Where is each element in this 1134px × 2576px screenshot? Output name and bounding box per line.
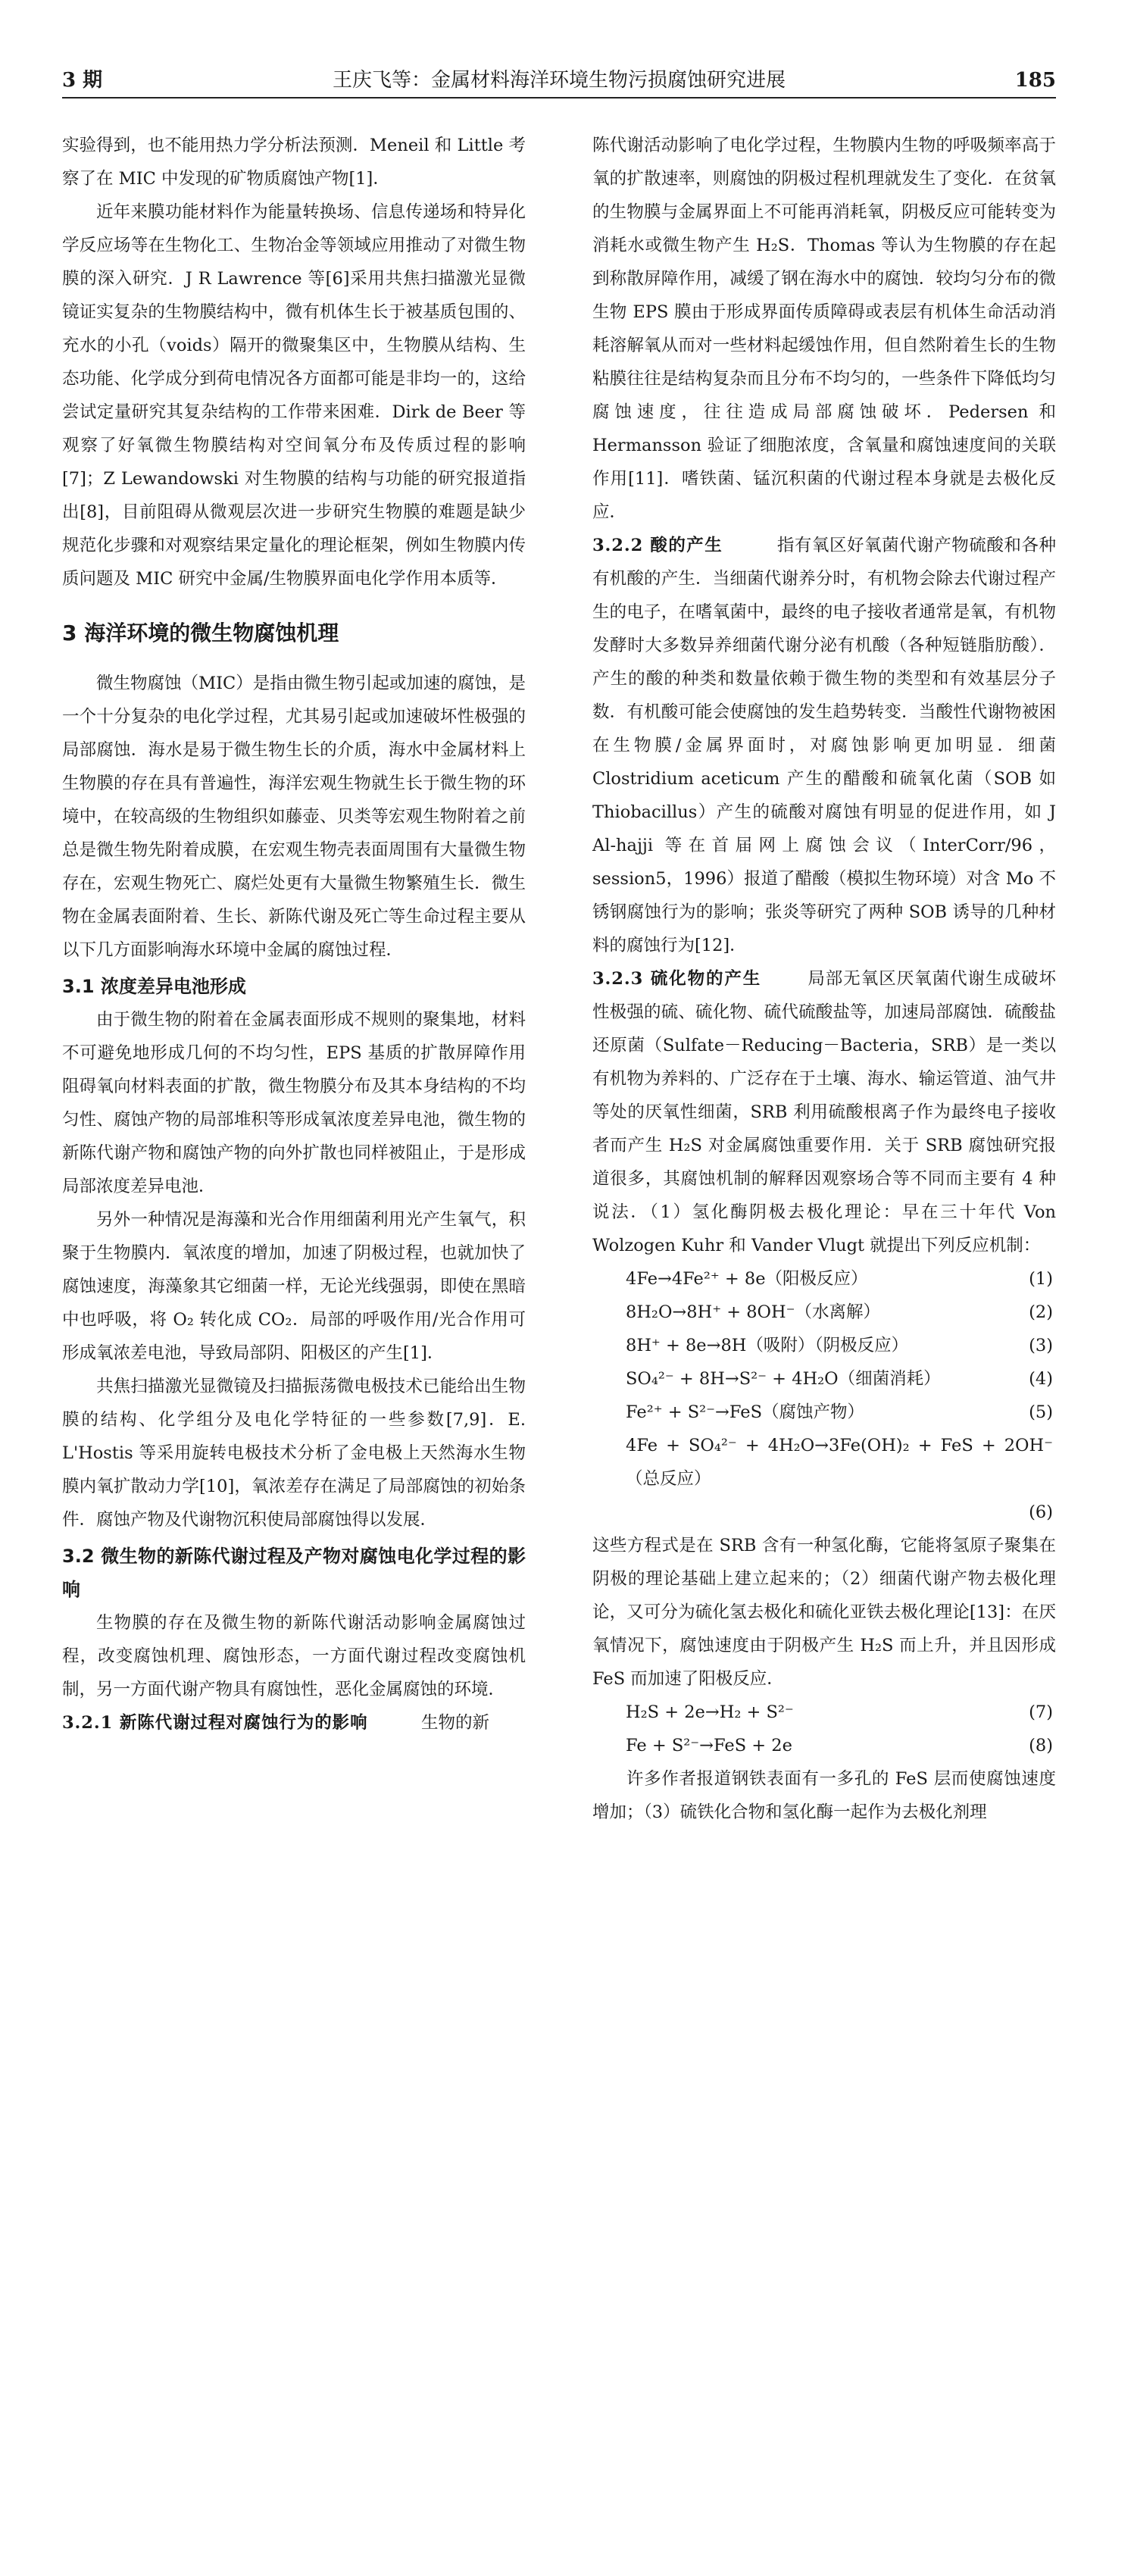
equation-text: 4Fe + SO₄²⁻ + 4H₂O→3Fe(OH)₂ + FeS + 2OH⁻（总反应）	[626, 1436, 1053, 1489]
paragraph-continued: 实验得到，也不能用热力学分析法预测．Meneil 和 Little 考察了在 MIC 中发现的矿物质腐蚀产物[1]．	[62, 136, 526, 189]
equation-text: 8H₂O→8H⁺ + 8OH⁻（水离解）	[626, 1302, 880, 1322]
equation-number: (5)	[1029, 1402, 1053, 1422]
equation	[592, 1329, 1056, 1362]
equation-text: 4Fe→4Fe²⁺ + 8e（阳极反应）	[626, 1269, 868, 1289]
issue-number: 3 期	[62, 69, 103, 92]
equation	[592, 1262, 1056, 1296]
paragraph-lawrence: 近年来膜功能材料作为能量转换场、信息传递场和特异化学反应场等在生物化工、生物冶金等领域应用推动了对微生物膜的深入研究．J R Lawrence 等[6]采用共焦扫描激光显微镜证实复杂的生物膜结构中，微有机体生长于被基质包围的、充水的小孔（voids）隔开的微聚集区中，生物膜从结构、生态功能、化学成分到荷电情况各方面都可能是非均一的，这给尝试定量研究其复杂结构的工作带来困难．Dirk de Beer 等观察了好氧微生物膜结构对空间氧分布及传质过程的影响[7]；Z Lewandowski 对生物膜的结构与功能的研究报道指出[8]，目前阻碍从微观层次进一步研究生物膜的难题是缺少规范化步骤和对观察结果定量化的理论框架，例如生物膜内传质问题及 MIC 研究中金属/生物膜界面电化学作用本质等．	[62, 202, 526, 589]
equation-text: Fe + S²⁻→FeS + 2e	[626, 1736, 792, 1755]
paragraph-mic: 微生物腐蚀（MIC）是指由微生物引起或加速的腐蚀，是一个十分复杂的电化学过程，尤其易引起或加速破坏性极强的局部腐蚀．海水是易于微生物生长的介质，海水中金属材料上生物膜的存在具有普遍性，海洋宏观生物就生长于微生物的环境中，在较高级的生物组织如藤壶、贝类等宏观生物附着之前总是微生物先附着成膜，在宏观生物壳表面周围有大量微生物存在，宏观生物死亡、腐烂处更有大量微生物繁殖生长．微生物在金属表面附着、生长、新陈代谢及死亡等生命过程主要从以下几方面影响海水环境中金属的腐蚀过程．	[62, 674, 526, 960]
paragraph-3-2-1-text: 生物的新	[421, 1713, 490, 1733]
equation	[592, 1296, 1056, 1329]
equation-text: SO₄²⁻ + 8H→S²⁻ + 4H₂O（细菌消耗）	[626, 1369, 941, 1389]
equation-number: (3)	[1029, 1336, 1053, 1355]
paragraph-3-2: 生物膜的存在及微生物的新陈代谢活动影响金属腐蚀过程，改变腐蚀机理、腐蚀形态，一方面代谢过程改变腐蚀机制，另一方面代谢产物具有腐蚀性，恶化金属腐蚀的环境．	[62, 1613, 526, 1699]
paragraph-3-2-2	[592, 529, 1056, 962]
page-number: 185	[1014, 69, 1056, 92]
paragraph-last: 许多作者报道钢铁表面有一多孔的 FeS 层而使腐蚀速度增加；（3）硫铁化合物和氢化酶一起作为去极化剂理	[592, 1769, 1056, 1822]
running-title: 王庆飞等：金属材料海洋环境生物污损腐蚀研究进展	[332, 69, 786, 92]
section-3-2-3-heading: 3.2.3 硫化物的产生	[592, 969, 762, 989]
section-3-heading: 3 海洋环境的微生物腐蚀机理	[62, 621, 339, 646]
equation-number	[1053, 1429, 1056, 1496]
section-3-2-heading: 3.2 微生物的新陈代谢过程及产物对腐蚀电化学过程的影响	[62, 1546, 526, 1600]
equation-number: (7)	[1029, 1702, 1053, 1722]
equation-number: (8)	[1029, 1736, 1053, 1755]
equation	[592, 1396, 1056, 1429]
right-column	[592, 129, 1056, 1829]
paragraph-after-equations: 这些方程式是在 SRB 含有一种氢化酶，它能将氢原子聚集在阴极的理论基础上建立起来的；（2）细菌代谢产物去极化理论，又可分为硫化氢去极化和硫化亚铁去极化理论[13]：在厌氧情况下，腐蚀速度由于阴极产生 H₂S 而上升，并且因形成 FeS 而加速了阳极反应．	[592, 1536, 1056, 1689]
paragraph-3-1-a: 由于微生物的附着在金属表面形成不规则的聚集地，材料不可避免地形成几何的不均匀性，EPS 基质的扩散屏障作用阻碍氧向材料表面的扩散，微生物膜分布及其本身结构的不均匀性、腐蚀产物的局部堆积等形成氧浓度差异电池，微生物的新陈代谢产物和腐蚀产物的向外扩散也同样被阻止，于是形成局部浓度差异电池．	[62, 1010, 526, 1196]
section-3-2-2-heading: 3.2.2 酸的产生	[592, 536, 723, 555]
section-3-1-heading: 3.1 浓度差异电池形成	[62, 976, 246, 997]
equation-number: (2)	[1029, 1302, 1053, 1322]
paragraph-3-1-c: 共焦扫描激光显微镜及扫描振荡微电极技术已能给出生物膜的结构、化学组分及电化学特征的一些参数[7,9]．E. L'Hostis 等采用旋转电极技术分析了金电极上天然海水生物膜内氧扩散动力学[10]，氧浓差存在满足了局部腐蚀的初始条件．腐蚀产物及代谢物沉积使局部腐蚀得以发展．	[62, 1377, 526, 1530]
paragraph-3-2-2-text: 指有氧区好氧菌代谢产物硫酸和各种有机酸的产生．当细菌代谢养分时，有机物会除去代谢过程产生的电子，在嗜氧菌中，最终的电子接收者通常是氧，有机物发酵时大多数异养细菌代谢分泌有机酸（各种短链脂肪酸）．产生的酸的种类和数量依赖于微生物的类型和有效基层分子数．有机酸可能会使腐蚀的发生趋势转变．当酸性代谢物被困在生物膜/金属界面时，对腐蚀影响更加明显．细菌 Clostridium aceticum 产生的醋酸和硫氧化菌（SOB 如 Thiobacillus）产生的硫酸对腐蚀有明显的促进作用，如 J Al-hajji 等在首届网上腐蚀会议（InterCorr/96，session5，1996）报道了醋酸（模拟生物环境）对含 Mo 不锈钢腐蚀行为的影响；张炎等研究了两种 SOB 诱导的几种材料的腐蚀行为[12]．	[592, 536, 1056, 955]
section-3-2-1-heading: 3.2.1 新陈代谢过程对腐蚀行为的影响	[62, 1713, 368, 1733]
equation-block-1	[592, 1262, 1056, 1529]
left-column	[62, 129, 526, 1740]
running-header	[62, 67, 1056, 98]
equation-number-6: (6)	[1029, 1502, 1053, 1522]
equation-text: 8H⁺ + 8e→8H（吸附）（阴极反应）	[626, 1336, 909, 1355]
equation-number: (1)	[1029, 1269, 1053, 1289]
equation-text: Fe²⁺ + S²⁻→FeS（腐蚀产物）	[626, 1402, 865, 1422]
paragraph-3-1-b: 另外一种情况是海藻和光合作用细菌利用光产生氧气，积聚于生物膜内．氧浓度的增加，加速了阴极过程，也就加快了腐蚀速度，海藻象其它细菌一样，无论光线强弱，即使在黑暗中也呼吸，将 O₂ 转化成 CO₂．局部的呼吸作用/光合作用可形成氧浓差电池，导致局部阴、阳极区的产生[1]．	[62, 1210, 526, 1363]
equation-block-2	[592, 1696, 1056, 1762]
paragraph-3-2-3-text: 局部无氧区厌氧菌代谢生成破坏性极强的硫、硫化物、硫代硫酸盐等，加速局部腐蚀．硫酸盐还原菌（Sulfate－Reducing－Bacteria，SRB）是一类以有机物为养料的、广泛存在于土壤、海水、输运管道、油气井等处的厌氧性细菌，SRB 利用硫酸根离子作为最终电子接收者而产生 H₂S 对金属腐蚀重要作用．关于 SRB 腐蚀研究报道很多，其腐蚀机制的解释因观察场合等不同而主要有 4 种说法．（1）氢化酶阴极去极化理论：早在三十年代 Von Wolzogen Kuhr 和 Vander Vlugt 就提出下列反应机制：	[592, 969, 1056, 1255]
equation	[592, 1696, 1056, 1729]
equation	[592, 1429, 1056, 1496]
paragraph-3-2-1-start	[62, 1706, 526, 1740]
equation	[592, 1362, 1056, 1396]
paragraph-3-2-1-cont: 陈代谢活动影响了电化学过程，生物膜内生物的呼吸频率高于氧的扩散速率，则腐蚀的阴极过程机理就发生了变化．在贫氧的生物膜与金属界面上不可能再消耗氧，阴极反应可能转变为消耗水或微生物产生 H₂S．Thomas 等认为生物膜的存在起到称散屏障作用，减缓了钢在海水中的腐蚀．较均匀分布的微生物 EPS 膜由于形成界面传质障碍或表层有机体生命活动消耗溶解氧从而对一些材料起缓蚀作用，但自然附着生长的生物粘膜往往是结构复杂而且分布不均匀的，一些条件下降低均匀腐蚀速度，往往造成局部腐蚀破坏．Pedersen 和 Hermansson 验证了细胞浓度，含氧量和腐蚀速度间的关联作用[11]．嗜铁菌、锰沉积菌的代谢过程本身就是去极化反应．	[592, 136, 1056, 522]
equation-number: (4)	[1029, 1369, 1053, 1389]
equation-text: H₂S + 2e→H₂ + S²⁻	[626, 1702, 794, 1722]
equation	[592, 1729, 1056, 1762]
paragraph-3-2-3	[592, 962, 1056, 1262]
